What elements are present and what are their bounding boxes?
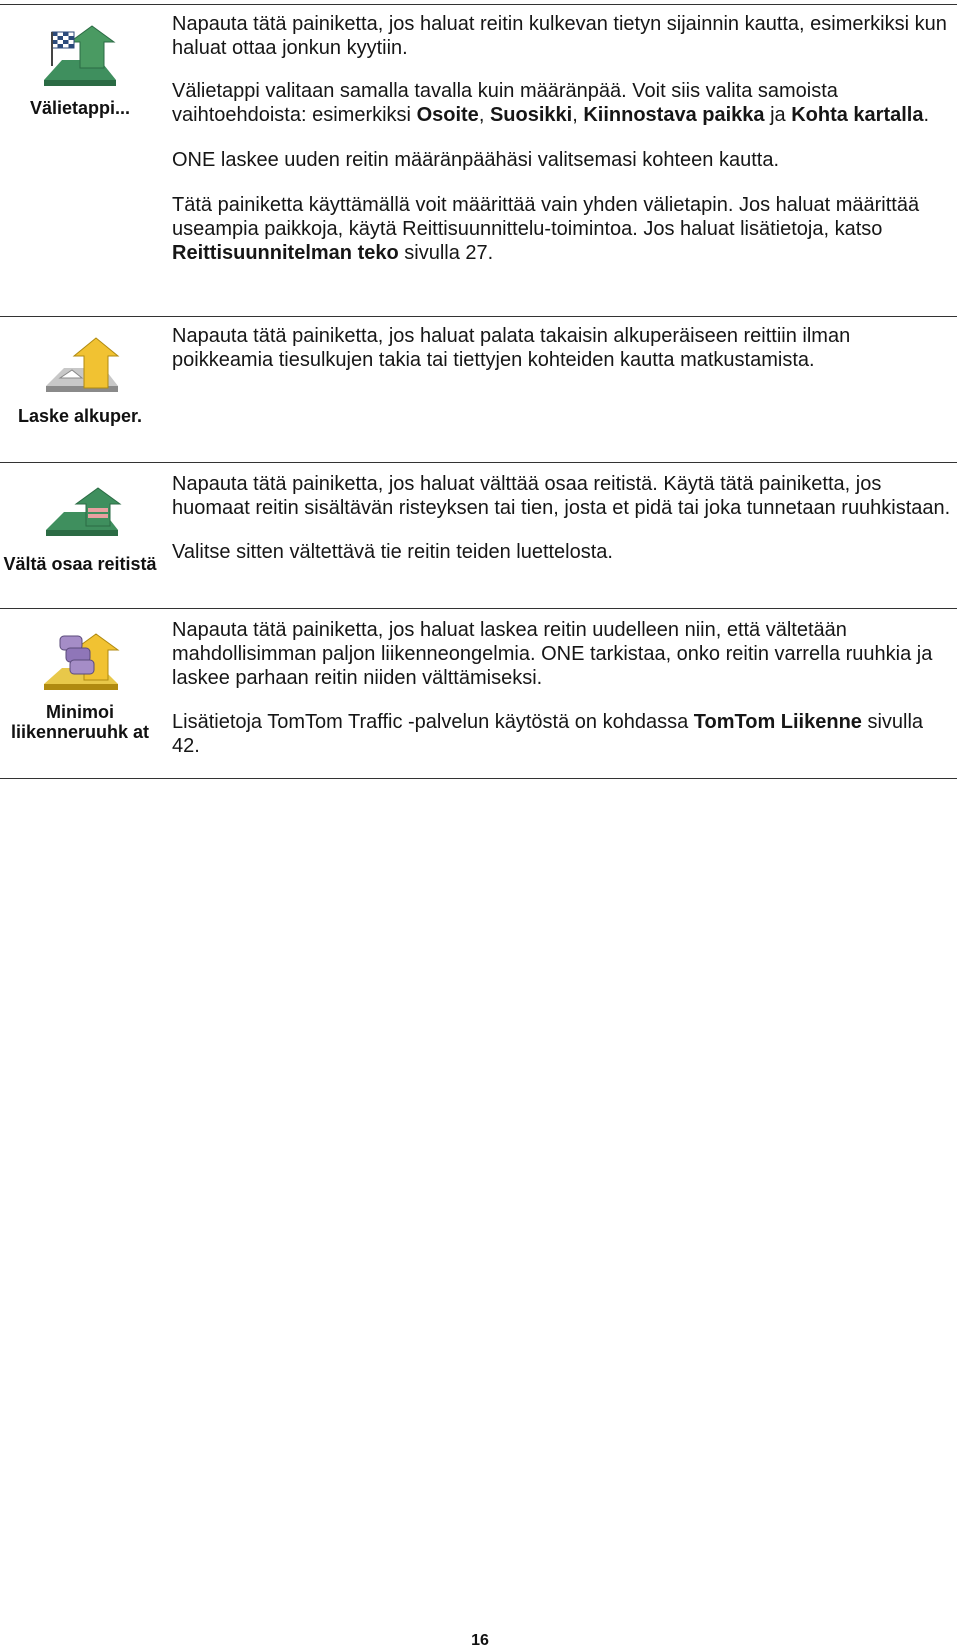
paragraph: [172, 148, 952, 172]
text-run: ,: [478, 104, 490, 126]
paragraph: [172, 12, 952, 60]
text-run: Napauta tätä painiketta, jos haluat välttää osaa reitistä. Käytä tätä painiketta, jos huomaat reitin sisältävän risteyksen tai tien, josta et pidä tai joka tunnetaan ruuhkistaan.: [172, 473, 951, 519]
paragraph: [172, 540, 952, 564]
button-cell: [0, 4, 160, 316]
paragraph: [172, 79, 952, 127]
text-run: sivulla 42.: [172, 711, 924, 757]
button-cell: [0, 608, 160, 778]
text-run: Napauta tätä painiketta, jos haluat laskea reitin uudelleen niin, että vältetään mahdollisimman paljon liikenneongelmia. ONE tarkistaa, onko reitin varrella ruuhkia ja laskee parhaan reitin niiden välttämiseksi.: [172, 619, 933, 689]
bold-reference: TomTom Liikenne: [693, 711, 862, 733]
button-cell: [0, 462, 160, 608]
avoid-part-of-route-icon: [42, 486, 122, 548]
paragraph: [172, 472, 952, 520]
waypoint-flag-arrow-icon: [40, 22, 120, 92]
text-run: Lisätietoja TomTom Traffic -palvelun käytöstä on kohdassa: [172, 711, 694, 733]
minimise-traffic-delays-icon: [40, 628, 122, 698]
table-bottom-rule: [0, 778, 957, 779]
paragraph: [172, 193, 952, 265]
table-row-minimise-traffic: [0, 608, 957, 778]
button-cell: [0, 316, 160, 462]
text-run: sivulla 27.: [398, 242, 494, 264]
paragraph: [172, 618, 952, 690]
table-row-waypoint: [0, 4, 957, 316]
button-label-avoid-part-of-route: Vältä osaa reitistä: [3, 554, 157, 574]
text-run: .: [923, 104, 930, 126]
table-row-recalculate-original: [0, 316, 957, 462]
text-run: Napauta tätä painiketta, jos haluat palata takaisin alkuperäiseen reittiin ilman poikkeamia tiesulkujen takia tai tiettyjen kohteiden kautta matkustamista.: [172, 325, 851, 371]
text-run: ja: [764, 104, 792, 126]
description-recalculate-original: [172, 324, 952, 372]
text-run: Napauta tätä painiketta, jos haluat reitin kulkevan tietyn sijainnin kautta, esimerkiksi kun haluat ottaa jonkun kyytiin.: [172, 13, 947, 59]
bold-reference: Kohta kartalla: [791, 104, 924, 126]
page-number: 16: [471, 1632, 489, 1649]
description-minimise-traffic: [172, 618, 952, 758]
bold-reference: Osoite: [416, 104, 479, 126]
paragraph: [172, 710, 952, 758]
description-waypoint: [172, 12, 952, 265]
text-run: Välietappi valitaan samalla tavalla kuin määränpää. Voit siis valita samoista vaihtoehdoista: esimerkiksi: [172, 80, 838, 126]
table-row-avoid-part-of-route: [0, 462, 957, 608]
text-run: Valitse sitten vältettävä tie reitin teiden luettelosta.: [172, 541, 613, 563]
text-run: ONE laskee uuden reitin määränpäähäsi valitsemasi kohteen kautta.: [172, 149, 780, 171]
button-label-waypoint: Välietappi...: [29, 98, 131, 118]
bold-reference: Reittisuunnitelman teko: [172, 242, 399, 264]
bold-reference: Suosikki: [489, 104, 573, 126]
button-label-minimise-traffic: Minimoi liikenneruuhk at: [10, 702, 150, 742]
text-run: ,: [572, 104, 584, 126]
recalculate-original-route-icon: [42, 334, 122, 404]
description-avoid-part-of-route: [172, 472, 952, 564]
bold-reference: Kiinnostava paikka: [583, 104, 765, 126]
button-label-recalculate-original: Laske alkuper.: [17, 406, 143, 426]
text-run: Tätä painiketta käyttämällä voit määrittää vain yhden välietapin. Jos haluat määrittää useampia paikkoja, käytä Reittisuunnittelu-toimintoa. Jos haluat lisätietoja, katso: [172, 194, 920, 240]
paragraph: [172, 324, 952, 372]
